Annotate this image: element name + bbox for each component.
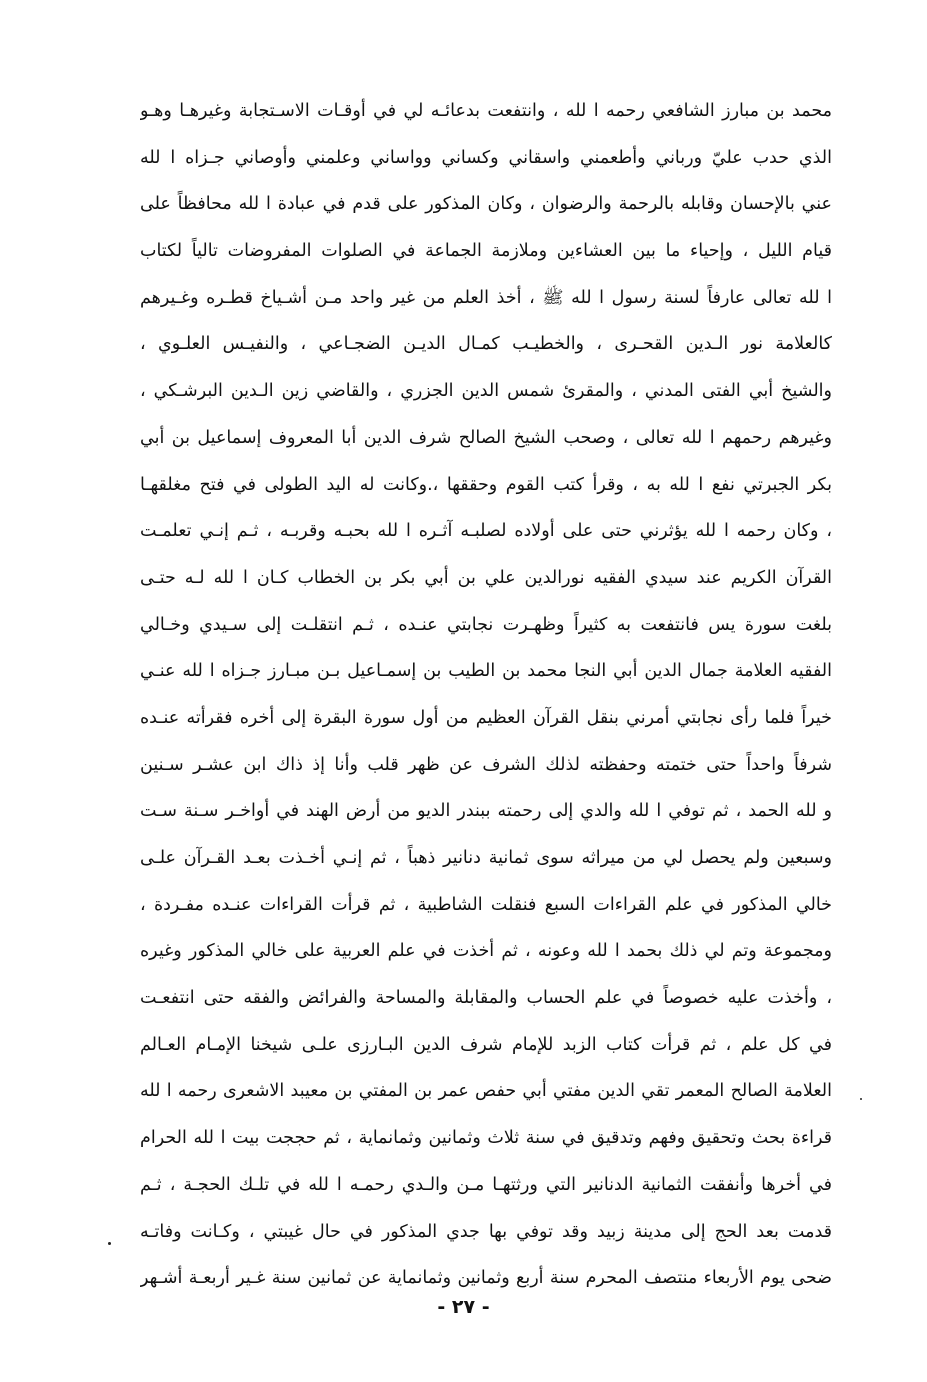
text-line-24: في أخرها وأنفقت الثمانية الدنانير التي ورثتهـا مـن والـدي رحمـه ا لله في تلـك الحجـة ، ثـم: [140, 1174, 832, 1195]
text-line-2: الذي حدب عليّ ورباني وأطعمني واسقاني وكساني وواساني وعلمني وأوصاني جـزاه ا لله: [140, 147, 832, 168]
text-line-5: ا لله تعالى عارفاً لسنة رسول ا لله ﷺ ، أخذ العلم من غير واحد مـن أشـياخ قطـره وغـيرهم: [140, 287, 832, 308]
scan-speck: [860, 1098, 862, 1100]
page-number: - ٢٧ -: [437, 1296, 490, 1318]
text-line-10: ، وكان رحمه ا لله يؤثرني حتى على أولاده لصلبـه آثـره ا لله بحبـه وقربـه ، ثـم إنـي تعلمـت: [140, 521, 832, 542]
text-line-26: ضحى يوم الأربعاء منتصف المحرم سنة أربع وثمانين وثمانماية عن ثمانين سنة غـير أربعـة أشـهر: [140, 1268, 832, 1289]
text-line-1: محمد بن مبارز الشافعي رحمه ا لله ، وانتفعت بدعائـه لي في أوقـات الاسـتجابة وغيرهـا وهـو: [140, 101, 832, 121]
text-line-20: ، وأخذت عليه خصوصاً في علم الحساب والمقابلة والمساحة والفرائض والفقه حتى انتفعـت: [140, 988, 832, 1009]
text-line-19: ومجموعة وتم لي ذلك بحمد ا لله وعونه ، ثم أخذت في علم العربية على خالي المذكور وغيره: [140, 941, 832, 962]
text-line-23: قراءة بحث وتحقيق وفهم وتدقيق في سنة ثلاث وثمانين وثمانماية ، ثم حججت بيت ا لله الحرام: [140, 1128, 832, 1149]
text-line-14: خيراً فلما رأى نجابتي أمرني بنقل القرآن العظيم من أول سورة البقرة إلى أخره فقرأته عنـده: [140, 707, 832, 728]
text-line-12: بلغت سورة يس فانتفعت به كثيراً وظهـرت نجابتي عنـده ، ثـم انتقلـت إلى سـيدي وخـالي: [140, 614, 832, 635]
text-line-7: والشيخ أبي الفتى المدني ، والمقرئ شمس الدين الجزري ، والقاضي زين الـدين البرشـكي ،: [140, 381, 832, 402]
text-line-8: وغيرهم رحمهم ا لله تعالى ، وصحب الشيخ الصالح شرف الدين أبا المعروف إسماعيل بن أبي: [140, 427, 832, 448]
text-line-25: قدمت بعد الحج إلى مدينة زبيد وقد توفي بها جدي المذكور في حال غيبتي ، وكـانت وفاتـه: [140, 1221, 832, 1242]
scan-speck: [108, 1242, 111, 1245]
text-line-15: شرفاً واحداً حتى ختمته وحفظته لذلك الشرف عن ظهر قلب وأنا إذ ذاك ابن عشـر سـنين: [140, 754, 832, 775]
text-line-6: كالعلامة نور الـدين القحـرى ، والخطيـب كمـال الديـن الضجـاعي ، والنفيـس العلـوي ،: [140, 334, 832, 355]
text-line-4: قيام الليل ، وإحياء ما بين العشاءين وملازمة الجماعة في الصلوات المفروضات تالياً لكتاب: [140, 241, 832, 262]
text-line-22: العلامة الصالح المعمر تقي الدين مفتي أبي حفص عمر بن المفتي بن معيبد الاشعرى رحمه ا لله: [140, 1081, 832, 1102]
text-line-17: وسبعين ولم يحصل لي من ميراثه سوى ثمانية دنانير ذهباً ، ثم إنـي أخـذت بعـد القـرآن علـى: [140, 848, 832, 868]
text-line-9: بكر الجبرتي نفع ا لله به ، وقرأ كتب القوم وحققها ،.وكانت له اليد الطولى في فتح مغلقهـا: [140, 474, 832, 495]
text-line-11: القرآن الكريم عند سيدي الفقيه نورالدين علي بن أبي بكر بن الخطاب كـان ا لله لـه حتـى: [140, 567, 832, 588]
text-line-16: و لله الحمد ، ثم توفي ا لله والدي إلى رحمته ببندر الديو من أرض الهند في أواخـر سـنة سـت: [140, 801, 832, 822]
text-line-18: خالي المذكور في علم القراءات السبع فنقلت الشاطبية ، ثم قرأت القراءات عنـده مفـردة ،: [140, 894, 832, 915]
text-line-13: الفقيه العلامة جمال الدين أبي النجا محمد بن الطيب بن إسمـاعيل بـن مبـارز جـزاه ا لله عنـي: [140, 661, 832, 682]
body-text: [140, 88, 832, 1302]
text-line-21: في كل علم ، ثم قرأت كتاب الزبد للإمام شرف الدين البـارزى علـى شيخنا الإمـام العـالم: [140, 1034, 832, 1055]
text-line-3: عني بالإحسان وقابله بالرحمة والرضوان ، وكان المذكور على قدم في عبادة ا لله محافظاً على: [140, 194, 832, 215]
